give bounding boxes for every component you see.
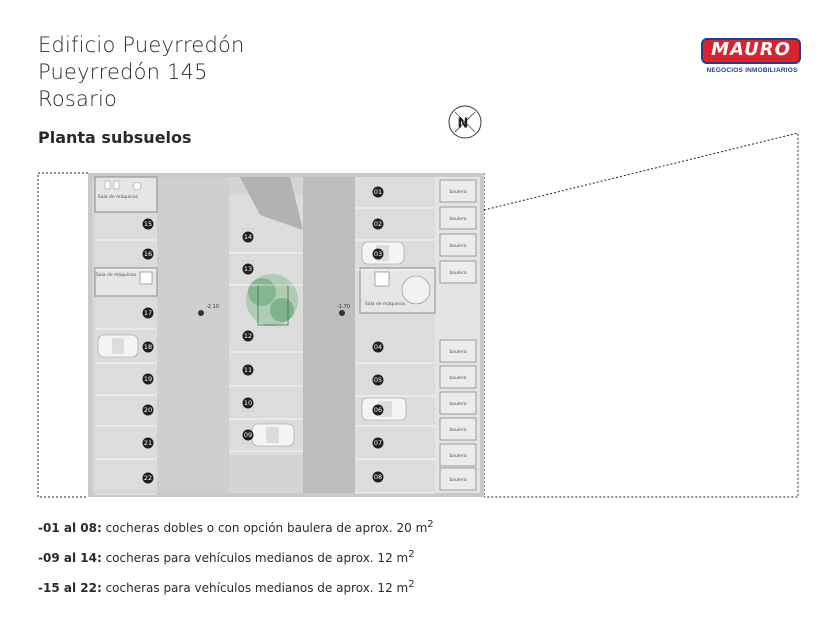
elevator-icon — [375, 272, 389, 286]
storage-room-label: baulera — [449, 428, 467, 433]
storage-room-label: baulera — [449, 376, 467, 381]
legend-sup: 2 — [408, 549, 415, 560]
storage-room-label: baulera — [449, 350, 467, 355]
building-city: Rosario — [38, 87, 118, 111]
parking-spot-number: 14 — [243, 233, 253, 241]
car-icon — [252, 424, 294, 446]
ramp — [303, 177, 355, 493]
fixture-icon — [105, 181, 110, 189]
parking-spot-number: 17 — [143, 309, 153, 317]
legend-row-09-14 — [38, 548, 434, 565]
legend-range: -01 al 08: — [38, 521, 102, 535]
plan-subtitle: Planta subsuelos — [38, 128, 192, 147]
parking-spot-number: 12 — [243, 332, 253, 340]
legend-text: cocheras para vehículos medianos de aprox. 12 m — [101, 551, 409, 565]
legend-range: -15 al 22: — [38, 581, 102, 595]
parking-spot-number: 22 — [143, 474, 153, 482]
parking-spot-number: 11 — [243, 366, 253, 374]
parking-spot-number: 01 — [373, 188, 383, 196]
parking-spot-number: 18 — [143, 343, 153, 351]
parking-spot-number: 21 — [143, 439, 153, 447]
compass-letter: N — [457, 116, 469, 132]
logo-tagline: NEGOCIOS INMOBILIARIOS — [706, 67, 798, 74]
legend-sup: 2 — [408, 579, 415, 590]
parking-spot-number: 13 — [243, 265, 253, 273]
parking-spot-number: 05 — [373, 376, 383, 384]
parking-spot-number: 02 — [373, 220, 383, 228]
svg-text:-2.10: -2.10 — [206, 304, 219, 310]
legend — [38, 518, 434, 608]
parking-spot-number: 20 — [143, 406, 153, 414]
legend-range: -09 al 14: — [38, 551, 102, 565]
parking-spot-number: 15 — [143, 220, 153, 228]
lot-outline-right — [484, 133, 798, 497]
fixture-icon — [133, 182, 141, 190]
parking-spot-number: 10 — [243, 399, 253, 407]
lot-outline-left — [38, 173, 88, 497]
legend-row-01-08 — [38, 518, 434, 535]
aisle-left — [157, 177, 229, 493]
storage-room-label: baulera — [449, 454, 467, 459]
machine-room-label-3: Sala de máquinas — [364, 302, 406, 307]
parking-spot-number: 04 — [373, 343, 383, 351]
parking-spot-number: 03 — [373, 250, 383, 258]
bay-right — [355, 177, 435, 493]
storage-room-label: baulera — [449, 190, 467, 195]
legend-row-15-22 — [38, 578, 434, 595]
water-tank-icon — [402, 276, 430, 304]
storage-room-label: baulera — [449, 244, 467, 249]
building-name: Edificio Pueyrredón — [38, 33, 245, 57]
storage-room-label: baulera — [449, 217, 467, 222]
parking-spot-number: 06 — [373, 406, 383, 414]
parking-spot-number: 19 — [143, 375, 153, 383]
car-icon — [362, 398, 406, 420]
fixture-icon — [114, 181, 119, 189]
storage-room-label: baulera — [449, 402, 467, 407]
legend-text: cocheras dobles o con opción baulera de aprox. 20 m — [101, 521, 428, 535]
logo-wordmark: MAURO — [711, 39, 791, 60]
storage-room-label: baulera — [449, 271, 467, 276]
machine-room-label-2: Sala de máquinas — [95, 273, 137, 278]
elevator-icon — [140, 272, 152, 284]
car-icon — [98, 335, 138, 357]
building-address: Pueyrredón 145 — [38, 60, 208, 84]
parking-spot-number: 07 — [373, 439, 383, 447]
legend-text: cocheras para vehículos medianos de aprox. 12 m — [101, 581, 409, 595]
parking-spot-number: 16 — [143, 250, 153, 258]
tree-icon — [246, 274, 298, 326]
parking-spot-number: 09 — [243, 431, 253, 439]
storage-room-label: baulera — [449, 478, 467, 483]
parking-spot-number: 08 — [373, 473, 383, 481]
legend-sup: 2 — [427, 519, 434, 530]
machine-room-label-1: Sala de máquinas — [97, 195, 139, 200]
svg-text:-1.70: -1.70 — [337, 304, 350, 310]
